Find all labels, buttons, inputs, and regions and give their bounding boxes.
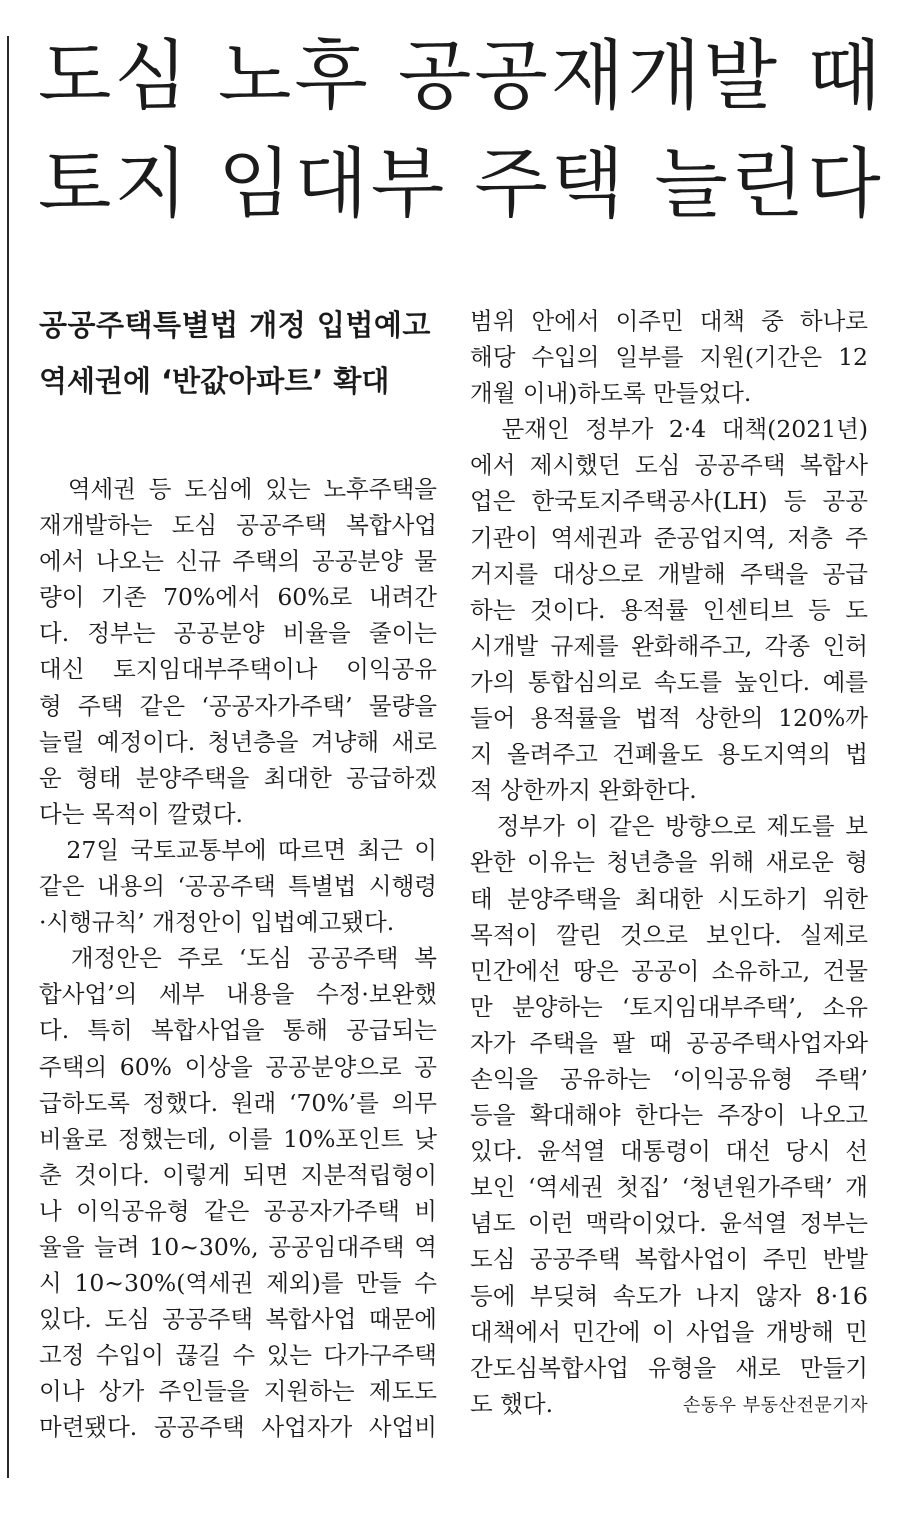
text-line: 마련됐다. 공공주택 사업자가 사업비	[39, 1413, 437, 1442]
subheadline-1: 공공주택특별법 개정 입법예고	[39, 308, 431, 342]
text-line: 고정 수입이 끊길 수 있는 다가구주택	[39, 1341, 437, 1370]
text-line: 합사업’의 세부 내용을 수정·보완했	[39, 980, 437, 1009]
text-line: 량이 기존 70%에서 60%로 내려간	[39, 583, 437, 612]
text-line: 가의 통합심의로 속도를 높인다. 예를	[470, 667, 868, 696]
left-column	[39, 303, 437, 1446]
text-line: 간도심복합사업 유형을 새로 만들기	[470, 1353, 868, 1382]
text-line: 등에 부딪혀 속도가 나지 않자 8·16	[470, 1281, 868, 1310]
text-line: 운 형태 분양주택을 최대한 공급하겠	[39, 763, 437, 792]
text-line: 해당 수입의 일부를 지원(기간은 12	[470, 343, 868, 372]
text-line: 대책에서 민간에 이 사업을 개방해 민	[470, 1317, 868, 1346]
text-line: 에서 나오는 신규 주택의 공공분양 물	[39, 547, 437, 576]
text-line: 정부가 이 같은 방향으로 제도를 보	[470, 812, 868, 841]
text-line: 형 주택 같은 ‘공공자가주택’ 물량을	[39, 691, 437, 720]
text-line: 급하도록 정했다. 원래 ‘70%’를 의무	[39, 1088, 437, 1117]
text-line: 시 10~30%(역세권 제외)를 만들 수	[39, 1269, 437, 1298]
text-line: 이나 상가 주인들을 지원하는 제도도	[39, 1377, 437, 1406]
text-line: 대신 토지임대부주택이나 이익공유	[39, 655, 437, 684]
text-line: 27일 국토교통부에 따르면 최근 이	[39, 835, 437, 864]
text-line: 만 분양하는 ‘토지임대부주택’, 소유	[470, 992, 868, 1021]
text-line: 태 분양주택을 최대한 시도하기 위한	[470, 884, 868, 913]
text-line: 있다. 윤석열 대통령이 대선 당시 선	[470, 1137, 868, 1166]
text-line: 업은 한국토지주택공사(LH) 등 공공	[470, 487, 868, 516]
text-line: 에서 제시했던 도심 공공주택 복합사	[470, 451, 868, 480]
subheadline-2: 역세권에 ‘반값아파트’ 확대	[39, 364, 390, 398]
text-line: 개월 이내)하도록 만들었다.	[470, 379, 752, 408]
text-line: 율을 늘려 10~30%, 공공임대주택 역	[39, 1232, 437, 1261]
text-line: 손익을 공유하는 ‘이익공유형 주택’	[470, 1064, 868, 1093]
byline: 손동우 부동산전문기자	[682, 1394, 868, 1416]
text-line: 완한 이유는 청년층을 위해 새로운 형	[470, 848, 868, 877]
text-line: ·시행규칙’ 개정안이 입법예고됐다.	[39, 908, 395, 937]
text-line: 역세권 등 도심에 있는 노후주택을	[39, 475, 437, 503]
left-column-rule	[7, 36, 9, 1478]
text-line: 들어 용적률을 법적 상한의 120%까	[470, 704, 868, 733]
right-column	[470, 303, 868, 1422]
text-line: 기관이 역세권과 준공업지역, 저층 주	[470, 523, 868, 552]
closing-row	[470, 1386, 868, 1422]
text-line: 있다. 도심 공공주택 복합사업 때문에	[39, 1305, 437, 1334]
text-line: 민간에선 땅은 공공이 소유하고, 건물	[470, 956, 868, 985]
headline-line-2: 토지 임대부 주택 늘린다	[38, 139, 884, 228]
text-line: 범위 안에서 이주민 대책 중 하나로	[470, 307, 868, 335]
text-line: 비율로 정했는데, 이를 10%포인트 낮	[39, 1124, 437, 1153]
text-line: 등을 확대해야 한다는 주장이 나오고	[470, 1101, 868, 1130]
text-line: 재개발하는 도심 공공주택 복합사업	[39, 511, 437, 540]
text-line: 개정안은 주로 ‘도심 공공주택 복	[39, 944, 437, 973]
text-line: 도심 공공주택 복합사업이 주민 반발	[470, 1245, 868, 1274]
text-line: 나 이익공유형 같은 공공자가주택 비	[39, 1196, 437, 1225]
text-line: 늘릴 예정이다. 청년층을 겨냥해 새로	[39, 727, 437, 756]
text-line: 다. 정부는 공공분양 비율을 줄이는	[39, 619, 437, 648]
right-body-text	[470, 303, 868, 1386]
text-line: 문재인 정부가 2·4 대책(2021년)	[470, 415, 868, 444]
text-line: 거지를 대상으로 개발해 주택을 공급	[470, 559, 868, 588]
text-line: 하는 것이다. 용적률 인센티브 등 도	[470, 595, 868, 624]
text-line: 보인 ‘역세권 첫집’ ‘청년원가주택’ 개	[470, 1173, 868, 1202]
text-line: 다는 목적이 깔렸다.	[39, 799, 244, 828]
text-line: 시개발 규제를 완화해주고, 각종 인허	[470, 631, 868, 660]
headline	[38, 22, 898, 238]
text-line: 목적이 깔린 것으로 보인다. 실제로	[470, 920, 868, 949]
text-line: 적 상한까지 완화한다.	[470, 776, 697, 805]
text-line: 자가 주택을 팔 때 공공주택사업자와	[470, 1028, 868, 1057]
text-line: 같은 내용의 ‘공공주택 특별법 시행령	[39, 872, 437, 901]
text-line: 념도 이런 맥락이었다. 윤석열 정부는	[470, 1209, 868, 1238]
headline-line-1: 도심 노후 공공재개발 때	[38, 31, 884, 120]
article-final-line: 도 했다.	[470, 1389, 554, 1418]
text-line: 주택의 60% 이상을 공공분양으로 공	[39, 1052, 437, 1081]
text-line: 다. 특히 복합사업을 통해 공급되는	[39, 1016, 437, 1045]
text-line: 춘 것이다. 이렇게 되면 지분적립형이	[39, 1160, 437, 1189]
text-line: 지 올려주고 건폐율도 용도지역의 법	[470, 740, 868, 769]
left-body-text	[39, 471, 437, 1446]
